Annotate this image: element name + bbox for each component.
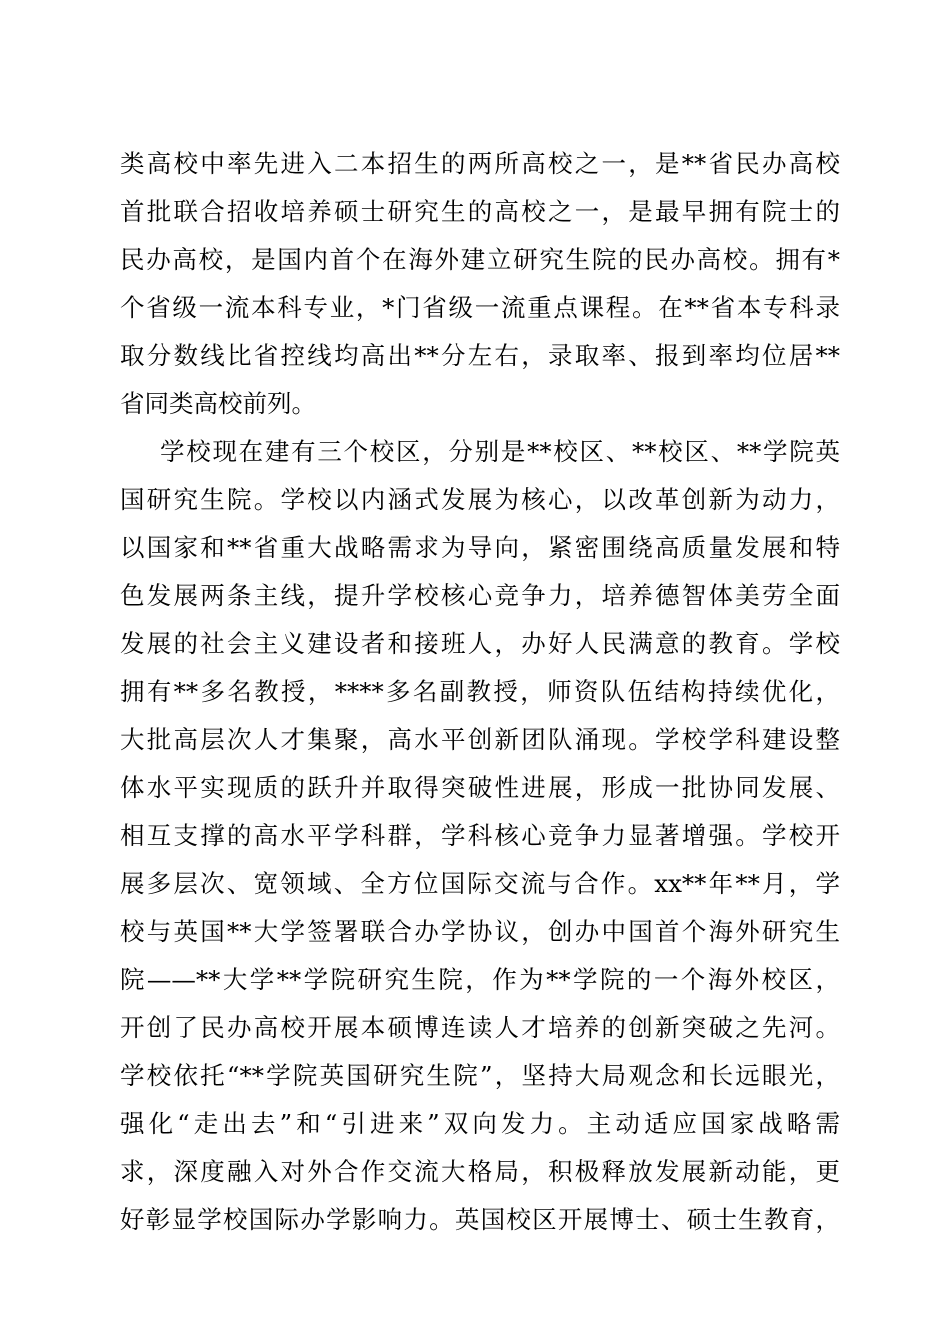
paragraph-1-line: 类高校中率先进入二本招生的两所高校之一，是**省民办高校 (120, 149, 840, 178)
paragraph-2-line: 色发展两条主线，提升学校核心竞争力，培养德智体美劳全面 (120, 581, 840, 610)
paragraph-2-line: 以国家和**省重大战略需求为导向，紧密围绕高质量发展和特 (120, 533, 840, 562)
paragraph-2-line: 发展的社会主义建设者和接班人，办好人民满意的教育。学校 (120, 629, 840, 658)
paragraph-1-line: 取分数线比省控线均高出**分左右，录取率、报到率均位居** (120, 341, 840, 370)
paragraph-2-line: 好彰显学校国际办学影响力。英国校区开展博士、硕士生教育， (120, 1205, 840, 1234)
paragraph-1-line: 省同类高校前列。 (120, 389, 316, 418)
paragraph-2-line: 校与英国**大学签署联合办学协议，创办中国首个海外研究生 (120, 917, 840, 946)
paragraph-2-line: 相互支撑的高水平学科群，学科核心竞争力显著增强。学校开 (120, 821, 840, 850)
paragraph-2-line: 开创了民办高校开展本硕博连读人才培养的创新突破之先河。 (120, 1013, 840, 1042)
paragraph-2-line: 院——**大学**学院研究生院，作为**学院的一个海外校区， (120, 965, 840, 994)
paragraph-1-line: 个省级一流本科专业，*门省级一流重点课程。在**省本专科录 (120, 293, 840, 322)
paragraph-2-line: 求，深度融入对外合作交流大格局，积极释放发展新动能，更 (120, 1157, 840, 1186)
paragraph-1-line: 民办高校，是国内首个在海外建立研究生院的民办高校。拥有* (120, 245, 840, 274)
paragraph-2-line: 拥有**多名教授，****多名副教授，师资队伍结构持续优化， (120, 677, 840, 706)
paragraph-2-line: 强化“走出去”和“引进来”双向发力。主动适应国家战略需 (120, 1109, 840, 1138)
paragraph-2-line: 展多层次、宽领域、全方位国际交流与合作。xx**年**月，学 (120, 869, 840, 898)
paragraph-2-line: 国研究生院。学校以内涵式发展为核心，以改革创新为动力， (120, 485, 840, 514)
document-body (120, 140, 840, 1244)
paragraph-1-line: 首批联合招收培养硕士研究生的高校之一，是最早拥有院士的 (120, 197, 840, 226)
paragraph-2-line: 学校依托“**学院英国研究生院”，坚持大局观念和长远眼光， (120, 1061, 840, 1090)
paragraph-2-line: 体水平实现质的跃升并取得突破性进展，形成一批协同发展、 (120, 773, 840, 802)
paragraph-2-line: 大批高层次人才集聚，高水平创新团队涌现。学校学科建设整 (120, 725, 840, 754)
paragraph-2-line: 学校现在建有三个校区，分别是**校区、**校区、**学院英 (160, 437, 840, 466)
